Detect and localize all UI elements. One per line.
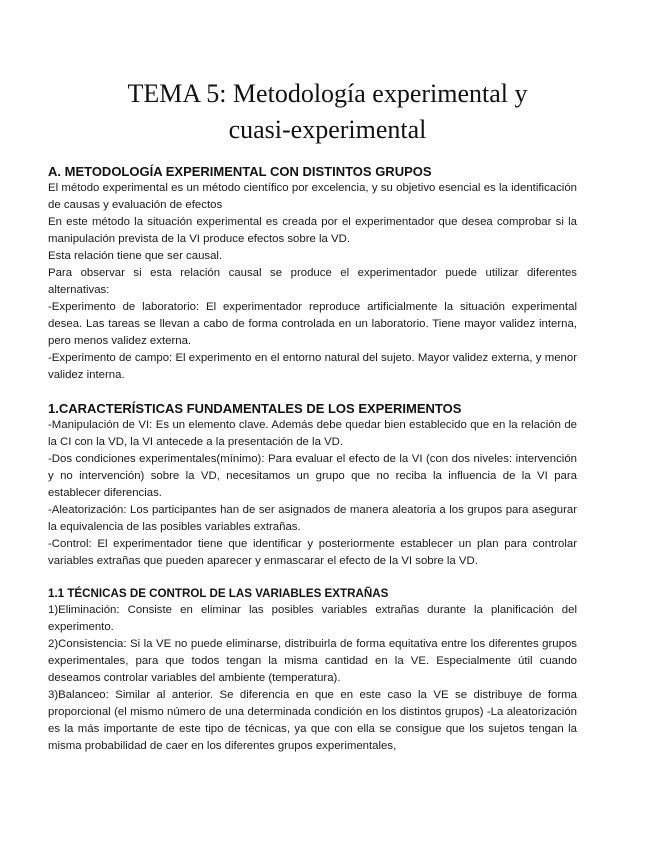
document-title-line-2: cuasi-experimental xyxy=(228,115,427,144)
section-a-paragraph: En este método la situación experimental es creada por el experimentador que desea comprobar si la manipulación prevista de la VI produce efectos sobre la VD. xyxy=(48,216,577,245)
section-a-paragraph: -Experimento de laboratorio: El experimentador reproduce artificialmente la situación experimental desea. Las tareas se llevan a cabo de forma controlada en un laboratorio. Tiene mayor validez interna, pero menos validez externa. xyxy=(48,301,577,347)
document-body xyxy=(48,163,577,755)
section-1-heading: 1.CARACTERÍSTICAS FUNDAMENTALES DE LOS EXPERIMENTOS xyxy=(48,401,462,416)
section-1-paragraph: -Dos condiciones experimentales(mínimo): Para evaluar el efecto de la VI (con dos niveles: intervención y no intervención) sobre la VD, necesitamos un grupo que no reciba la influencia de la VI para establecer diferencias. xyxy=(48,453,577,499)
section-a xyxy=(48,163,577,384)
section-1-1-paragraph: 1)Eliminación: Consiste en eliminar las posibles variables extrañas durante la planificación del experimento. xyxy=(48,604,577,633)
section-1-1 xyxy=(48,585,577,755)
section-1-1-paragraph: 2)Consistencia: Si la VE no puede eliminarse, distribuirla de forma equitativa entre los diferentes grupos experimentales, para que todos tengan la misma cantidad en la VE. Especialmente útil cuando deseamos controlar variables del ambiente (temperatura). xyxy=(48,638,577,684)
section-spacer xyxy=(48,570,577,585)
section-spacer xyxy=(48,384,577,400)
section-a-heading: A. METODOLOGÍA EXPERIMENTAL CON DISTINTOS GRUPOS xyxy=(48,164,432,179)
section-1 xyxy=(48,400,577,570)
section-1-paragraph: -Aleatorización: Los participantes han de ser asignados de manera aleatoria a los grupos para asegurar la equivalencia de las posibles variables extrañas. xyxy=(48,504,577,533)
section-1-paragraph: -Control: El experimentador tiene que identificar y posteriormente establecer un plan para controlar variables extrañas que pueden aparecer y enmascarar el efecto de la VI sobre la VD. xyxy=(48,538,577,567)
section-a-paragraph: El método experimental es un método científico por excelencia, y su objetivo esencial es la identificación de causas y evaluación de efectos xyxy=(48,182,577,211)
section-a-paragraph: Para observar si esta relación causal se produce el experimentador puede utilizar diferentes alternativas: xyxy=(48,267,577,296)
section-1-paragraph: -Manipulación de VI: Es un elemento clave. Además debe quedar bien establecido que en la relación de la CI con la VD, la VI antecede a la presentación de la VD. xyxy=(48,419,577,448)
section-1-1-paragraph: 3)Balanceo: Similar al anterior. Se diferencia en que en este caso la VE se distribuye de forma proporcional (el mismo número de una determinada condición en los distintos grupos) -La aleatorización es la más importante de este tipo de técnicas, ya que con ella se consigue que los sujetos tengan la misma probabilidad de caer en los diferentes grupos experimentales, xyxy=(48,689,577,752)
document-title-line-1: TEMA 5: Metodología experimental y xyxy=(127,79,528,108)
document-title xyxy=(40,76,615,148)
section-1-1-heading: 1.1 TÉCNICAS DE CONTROL DE LAS VARIABLES EXTRAÑAS xyxy=(48,587,389,600)
section-a-paragraph: -Experimento de campo: El experimento en el entorno natural del sujeto. Mayor validez externa, y menor validez interna. xyxy=(48,352,577,381)
section-a-paragraph: Esta relación tiene que ser causal. xyxy=(48,250,223,262)
